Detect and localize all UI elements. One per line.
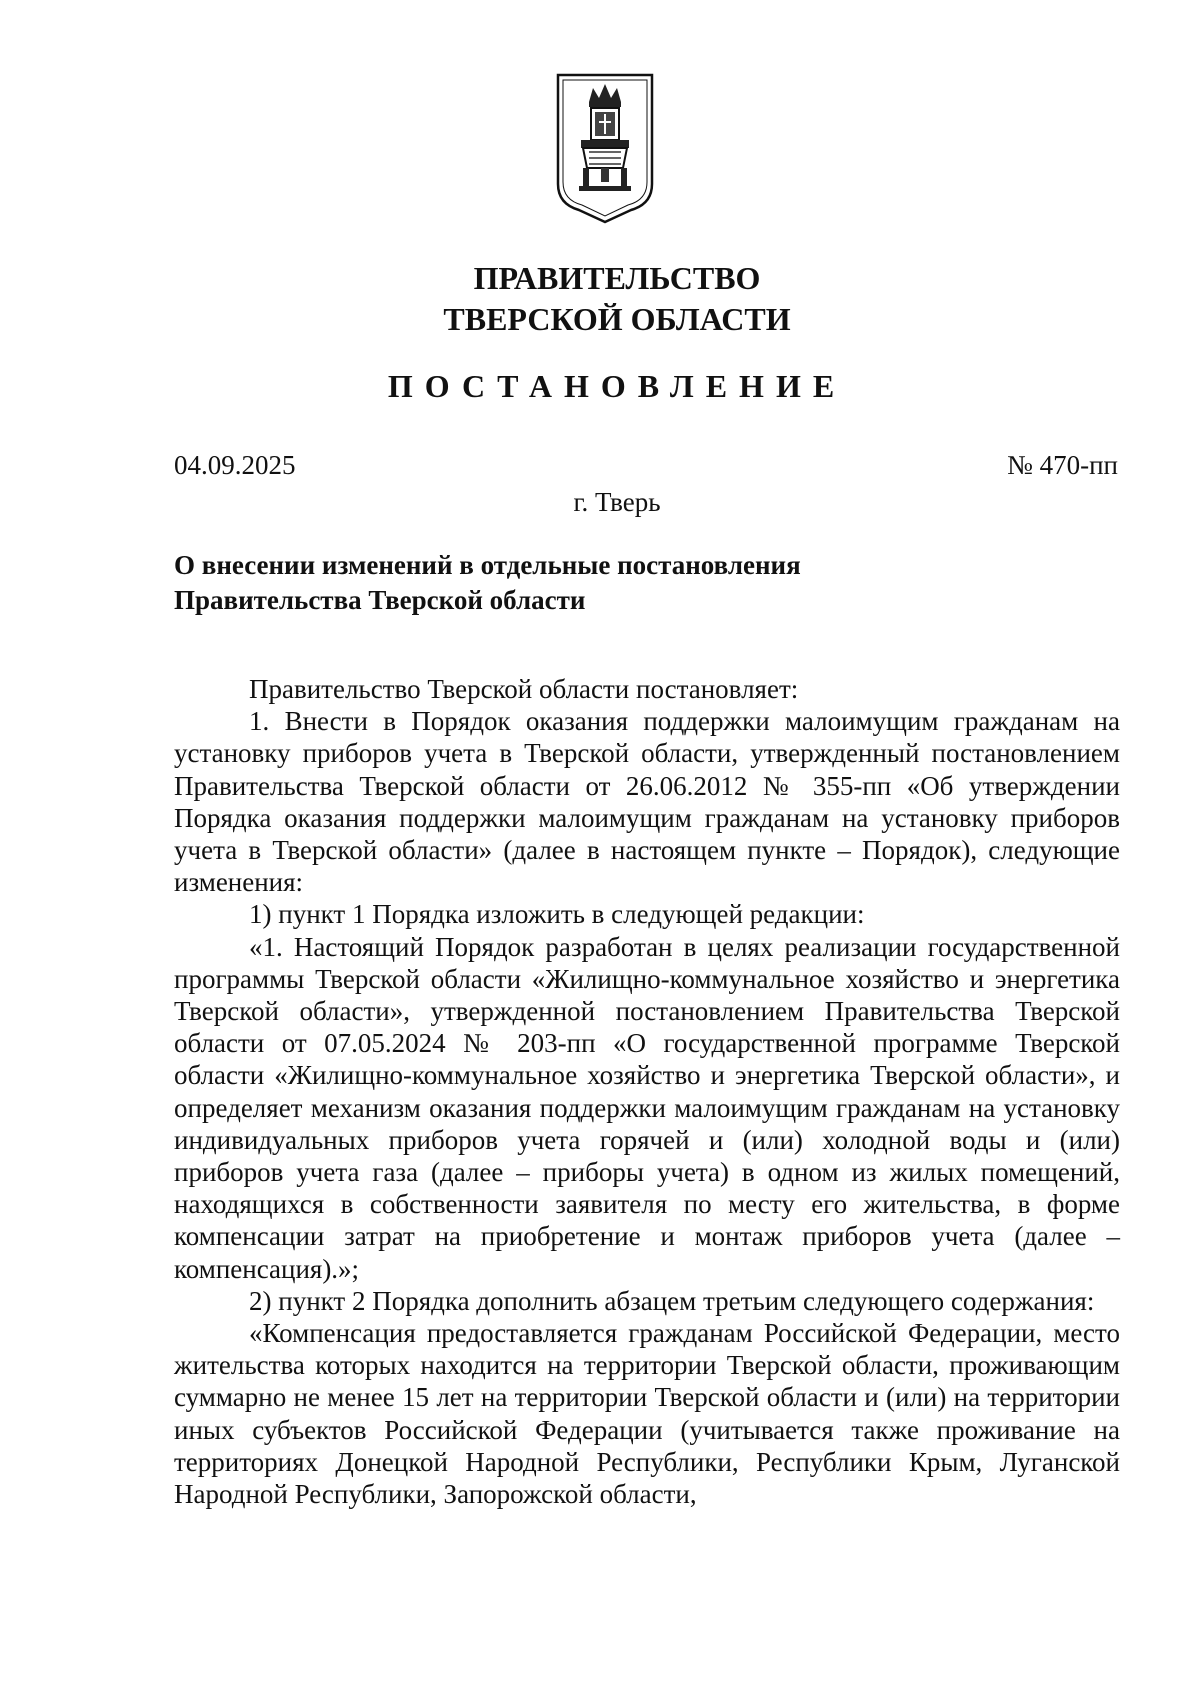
document-subject [174,548,934,618]
document-date: 04.09.2025 [174,450,296,480]
document-type-title: ПОСТАНОВЛЕНИЕ [387,368,847,404]
document-subject-line-2: Правительства Тверской области [174,585,586,615]
document-city: г. Тверь [573,487,661,517]
tver-coat-of-arms-emblem [555,72,655,224]
body-paragraph: 2) пункт 2 Порядка дополнить абзацем третьим следующего содержания: [249,1285,1095,1316]
document-subject-line-1: О внесении изменений в отдельные постановления [174,550,801,580]
body-paragraph: «Компенсация предоставляется гражданам Российской Федерации, место жительства которых находится на территории Тверской области, проживающим суммарно не менее 15 лет на территории Тверской области и (или) на территории иных субъектов Российской Федерации (учитывается также проживание на территориях Донецкой Народной Республики, Республики Крым, Луганской Народной Республики, Запорожской области, [174,1318,1120,1510]
document-number: № 470-пп [1007,450,1118,480]
body-paragraph: 1. Внести в Порядок оказания поддержки малоимущим гражданам на установку приборов учета в Тверской области, утвержденный постановлением Правительства Тверской области от 26.06.2012 № 355-пп «Об утверждении Порядка оказания поддержки малоимущим гражданам на установку приборов учета в Тверской области» (далее в настоящем пункте – Порядок), следующие изменения: [174,706,1120,898]
government-title-line-1: ПРАВИТЕЛЬСТВО [473,260,761,296]
body-paragraph: 1) пункт 1 Порядка изложить в следующей редакции: [249,899,865,930]
government-title-line-2: ТВЕРСКОЙ ОБЛАСТИ [443,301,791,337]
document-body [174,673,1120,1510]
government-title [0,258,1200,340]
body-paragraph: «1. Настоящий Порядок разработан в целях реализации государственной программы Тверской области «Жилищно-коммунальное хозяйство и энергетика Тверской области», утвержденной постановлением Правительства Тверской области от 07.05.2024 № 203-пп «О государственной программе Тверской области «Жилищно-коммунальное хозяйство и энергетика Тверской области», и определяет механизм оказания поддержки малоимущим гражданам на установку индивидуальных приборов учета горячей и (или) холодной воды и (или) приборов учета газа (далее – приборы учета) в одном из жилых помещений, находящихся в собственности заявителя по месту его жительства, в форме компенсации затрат на приобретение и монтаж приборов учета (далее – компенсация).»; [174,931,1120,1284]
body-paragraph: Правительство Тверской области постановляет: [249,674,799,704]
